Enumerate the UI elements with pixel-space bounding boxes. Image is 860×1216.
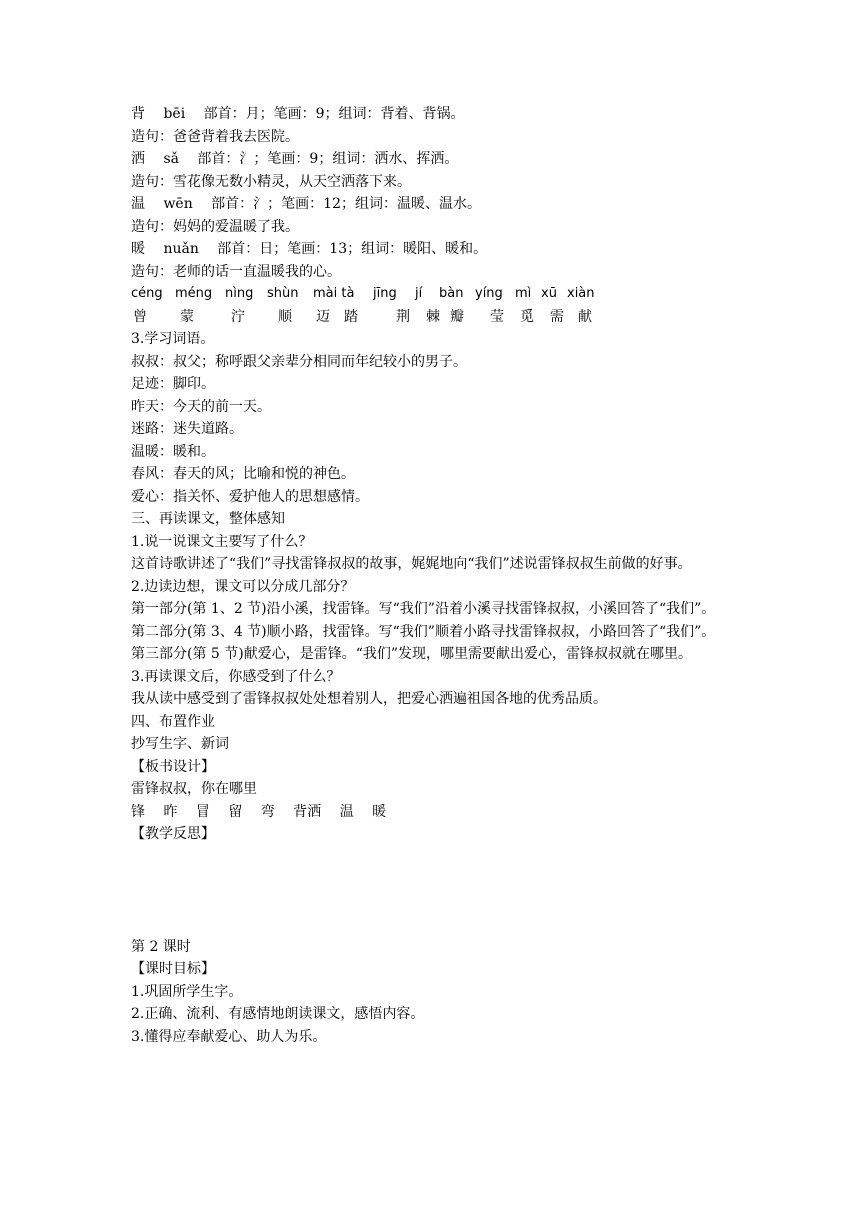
pinyin-item: méng bbox=[175, 286, 213, 301]
hanzi-item: 需 bbox=[550, 308, 564, 325]
section-heading: 【教学反思】 bbox=[131, 826, 215, 842]
hanzi-item: 曾 bbox=[133, 308, 147, 325]
text-line: 温 wēn 部首：氵；笔画：12；组词：温暖、温水。 bbox=[131, 196, 481, 212]
text-line: 3.再读课文后，你感受到了什么？ bbox=[131, 668, 341, 685]
hanzi-item: 觅 bbox=[520, 308, 534, 325]
hanzi-item: 迈 bbox=[316, 308, 330, 325]
text-line: 昨天：今天的前一天。 bbox=[131, 398, 271, 415]
document-body bbox=[131, 103, 735, 1048]
pinyin-item: mì bbox=[515, 286, 532, 301]
text-line: 我从读中感受到了雷锋叔叔处处想着别人，把爱心洒遍祖国各地的优秀品质。 bbox=[131, 691, 607, 707]
pinyin-item: xū bbox=[541, 286, 557, 301]
hanzi-item: 棘 bbox=[426, 308, 440, 325]
paragraph: 第三部分(第 5 节)献爱心，是雷锋。“我们”发现，哪里需要献出爱心，雷锋叔叔就在哪里。 bbox=[131, 646, 693, 662]
hanzi-item: 瓣 bbox=[450, 308, 464, 325]
pinyin-item: jí bbox=[415, 286, 423, 301]
hanzi-item: 顺 bbox=[278, 308, 292, 325]
section-heading: 【板书设计】 bbox=[131, 758, 215, 775]
text-line: 造句：爸爸背着我去医院。 bbox=[131, 128, 299, 145]
text-line: 锋 昨 冒 留 弯 背洒 温 暖 bbox=[131, 803, 387, 820]
section-heading: 三、再读课文，整体感知 bbox=[131, 511, 285, 527]
text-line: 1.巩固所学生字。 bbox=[131, 983, 243, 1000]
text-line: 2.边读边想，课文可以分成几部分？ bbox=[131, 578, 355, 595]
text-line: 春风：春天的风；比喻和悦的神色。 bbox=[131, 466, 355, 482]
pinyin-item: jīng bbox=[373, 286, 397, 301]
text-line: 暖 nuǎn 部首：日；笔画：13；组词：暖阳、暖和。 bbox=[131, 241, 488, 257]
text-line: 迷路：迷失道路。 bbox=[131, 421, 243, 437]
hanzi-item: 献 bbox=[578, 308, 592, 325]
hanzi-row bbox=[131, 306, 735, 329]
paragraph: 这首诗歌讲述了“我们”寻找雷锋叔叔的故事，娓娓地向“我们”述说雷锋叔叔生前做的好事。 bbox=[131, 556, 692, 572]
text-line: 造句：妈妈的爱温暖了我。 bbox=[131, 218, 299, 235]
text-line: 足迹：脚印。 bbox=[131, 376, 215, 392]
text-line: 造句：雪花像无数小精灵，从天空洒落下来。 bbox=[131, 173, 411, 190]
pinyin-row bbox=[131, 283, 735, 306]
text-line: 爱心：指关怀、爱护他人的思想感情。 bbox=[131, 488, 369, 505]
pinyin-item: xiàn bbox=[567, 286, 595, 301]
hanzi-item: 莹 bbox=[490, 308, 504, 325]
section-heading: 【课时目标】 bbox=[131, 961, 215, 977]
hanzi-item: 泞 bbox=[231, 308, 245, 325]
paragraph: 第二部分(第 3、4 节)顺小路，找雷锋。写“我们”顺着小路寻找雷锋叔叔，小路回答了“我们”。 bbox=[131, 623, 716, 640]
text-line: 洒 sǎ 部首：氵；笔画：9；组词：洒水、挥洒。 bbox=[131, 151, 459, 167]
pinyin-item: bàn bbox=[439, 286, 464, 301]
section-heading: 第 2 课时 bbox=[131, 938, 191, 955]
text-line: 叔叔：叔父；称呼跟父亲辈分相同而年纪较小的男子。 bbox=[131, 353, 467, 370]
text-line: 温暖：暖和。 bbox=[131, 443, 215, 460]
text-line: 3.懂得应奉献爱心、助人为乐。 bbox=[131, 1028, 327, 1045]
pinyin-item: nìng bbox=[225, 286, 254, 301]
text-line: 3.学习词语。 bbox=[131, 331, 215, 347]
hanzi-item: 蒙 bbox=[180, 308, 194, 325]
pinyin-item: yíng bbox=[475, 286, 503, 301]
spacer bbox=[131, 846, 735, 936]
pinyin-item: mài tà bbox=[313, 286, 355, 301]
paragraph: 第一部分(第 1、2 节)沿小溪，找雷锋。写“我们”沿着小溪寻找雷锋叔叔，小溪回答了“我们”。 bbox=[131, 601, 716, 617]
text-line: 雷锋叔叔，你在哪里 bbox=[131, 781, 257, 797]
text-line: 2.正确、流利、有感情地朗读课文，感悟内容。 bbox=[131, 1006, 425, 1022]
text-line: 1.说一说课文主要写了什么？ bbox=[131, 533, 313, 550]
hanzi-item: 荆 bbox=[396, 308, 410, 325]
hanzi-item: 踏 bbox=[344, 308, 358, 325]
text-line: 抄写生字、新词 bbox=[131, 736, 229, 752]
text-line: 造句：老师的话一直温暖我的心。 bbox=[131, 263, 341, 280]
section-heading: 四、布置作业 bbox=[131, 713, 215, 730]
text-line: 背 bēi 部首：月；笔画：9；组词：背着、背锅。 bbox=[131, 106, 465, 122]
pinyin-item: céng bbox=[131, 286, 163, 301]
pinyin-item: shùn bbox=[267, 286, 299, 301]
